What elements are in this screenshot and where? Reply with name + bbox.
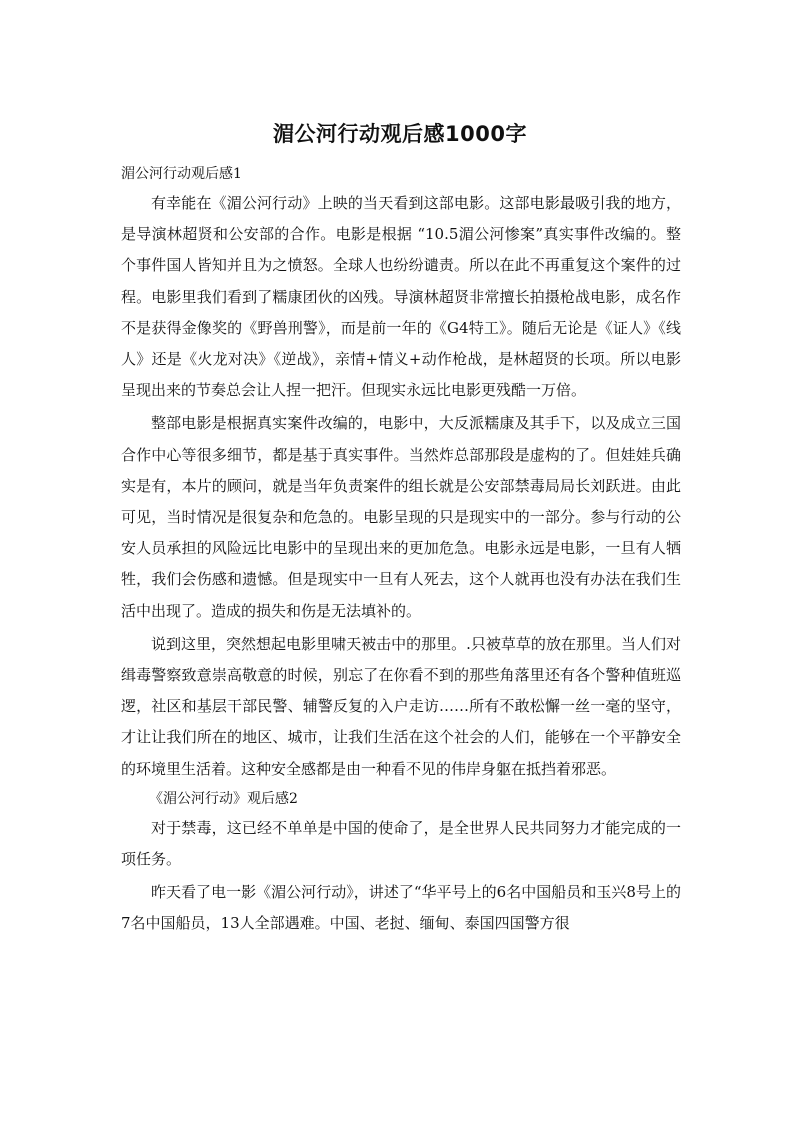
document-body (121, 160, 681, 940)
paragraph: 有幸能在《湄公河行动》上映的当天看到这部电影。这部电影最吸引我的地方，是导演林超贤和公安部的合作。电影是根据 “10.5湄公河惨案”真实事件改编的。整个事件国人皆知并且为之愤怒。全球人也纷纷谴责。所以在此不再重复这个案件的过程。电影里我们看到了糯康团伙的凶残。导演林超贤非常擅长拍摄枪战电影，成名作不是获得金像奖的《野兽刑警》，而是前一年的《G4特工》。随后无论是《证人》《线人》还是《火龙对决》《逆战》，亲情+情义+动作枪战，是林超贤的长项。所以电影呈现出来的节奏总会让人捏一把汗。但现实永远比电影更残酷一万倍。 (121, 194, 681, 400)
paragraph: 说到这里，突然想起电影里啸天被击中的那里。.只被草草的放在那里。当人们对缉毒警察致意崇高敬意的时候，别忘了在你看不到的那些角落里还有各个警种值班巡逻，社区和基层干部民警、辅警反复的入户走访……所有不敢松懈一丝一毫的坚守，才让让我们所在的地区、城市，让我们生活在这个社会的人们，能够在一个平静安全的环境里生活着。这种安全感都是由一种看不见的伟岸身躯在抵挡着邪恶。 (121, 634, 681, 778)
paragraph: 昨天看了电一影《湄公河行动》，讲述了“华平号上的6名中国船员和玉兴8号上的7名中国船员，13人全部遇难。中国、老挝、缅甸、泰国四国警方很 (121, 883, 681, 933)
section-heading: 《湄公河行动》观后感2 (149, 790, 298, 807)
document-title: 湄公河行动观后感1000字 (273, 122, 527, 146)
section-1 (121, 160, 681, 785)
section-2 (121, 785, 681, 940)
paragraph: 对于禁毒，这已经不单单是中国的使命了，是全世界人民共同努力才能完成的一项任务。 (121, 818, 681, 869)
paragraph: 整部电影是根据真实案件改编的，电影中，大反派糯康及其手下，以及成立三国合作中心等很多细节，都是基于真实事件。当然炸总部那段是虚构的了。但娃娃兵确实是有，本片的顾问，就是当年负责案件的组长就是公安部禁毒局局长刘跃进。由此可见，当时情况是很复杂和危急的。电影呈现的只是现实中的一部分。参与行动的公安人员承担的风险远比电影中的呈现出来的更加危急。电影永远是电影，一旦有人牺牲，我们会伤感和遗憾。但是现实中一旦有人死去，这个人就再也没有办法在我们生活中出现了。造成的损失和伤是无法填补的。 (121, 414, 681, 620)
section-heading: 湄公河行动观后感1 (121, 166, 242, 182)
